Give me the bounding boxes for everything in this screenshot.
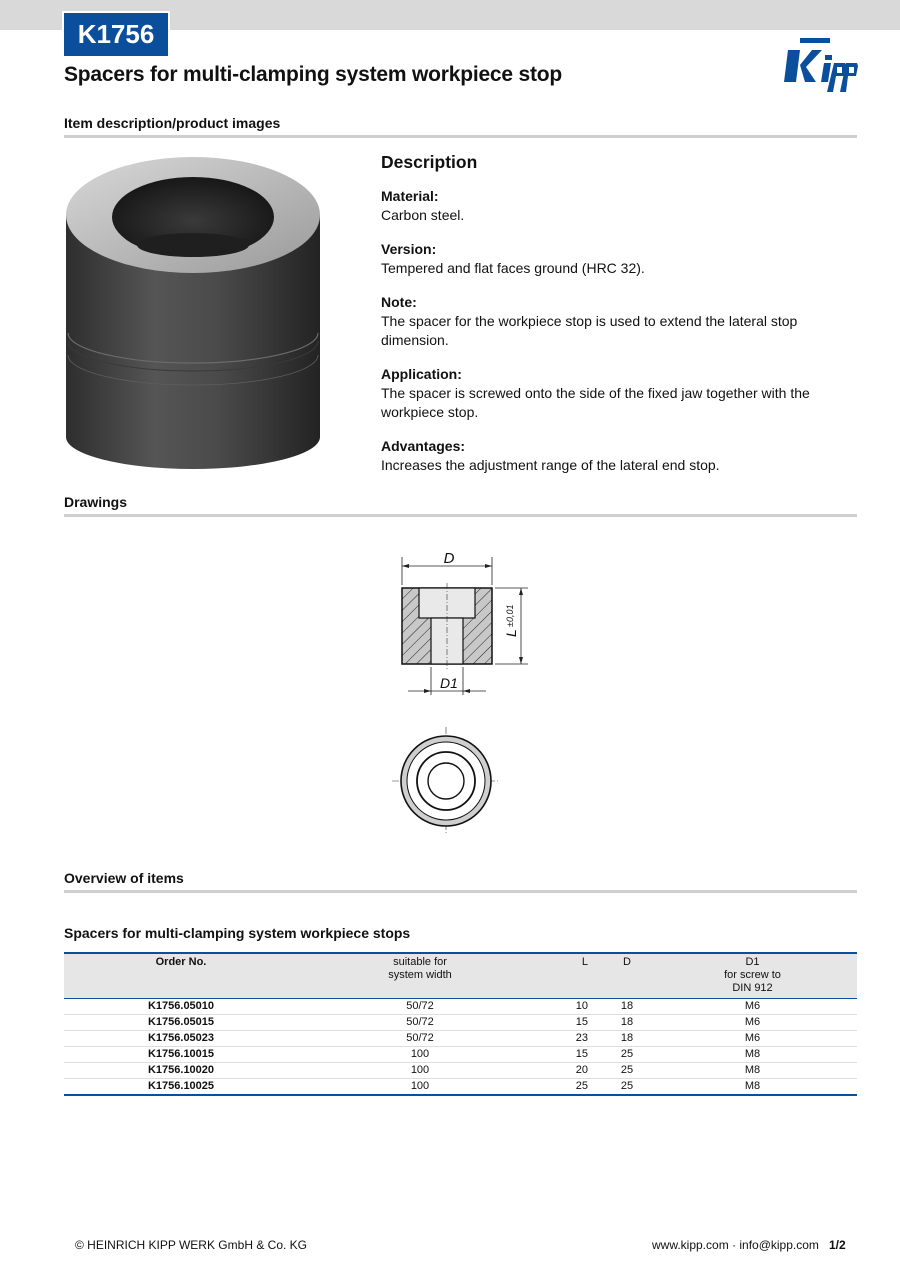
- cell-l: 10: [542, 999, 606, 1015]
- application-label: Application:: [381, 366, 462, 382]
- cell-system-width: 50/72: [298, 999, 542, 1015]
- description-advantages: [381, 437, 851, 475]
- cell-d1: M6: [648, 1015, 857, 1031]
- cell-order-no: K1756.05010: [64, 999, 298, 1015]
- table-row: [64, 1063, 857, 1079]
- cell-d1: M6: [648, 1031, 857, 1047]
- dimension-l-label: L: [503, 629, 519, 637]
- note-label: Note:: [381, 294, 417, 310]
- header-system-width: [298, 953, 542, 999]
- cell-l: 20: [542, 1063, 606, 1079]
- description-heading: Description: [381, 152, 478, 172]
- header-order-no: Order No.: [64, 953, 298, 999]
- dimension-d-label: D: [443, 550, 455, 567]
- side-section-drawing: [388, 545, 536, 700]
- header-l: L: [542, 953, 606, 999]
- material-text: Carbon steel.: [381, 207, 465, 223]
- footer-copyright: © HEINRICH KIPP WERK GmbH & Co. KG: [75, 1238, 307, 1252]
- table-row: [64, 999, 857, 1015]
- cell-d: 25: [606, 1079, 648, 1096]
- description-material: [381, 187, 851, 225]
- cell-d: 18: [606, 999, 648, 1015]
- cell-system-width: 100: [298, 1079, 542, 1096]
- section-overview: Overview of items: [64, 870, 184, 886]
- section-divider: [64, 890, 857, 893]
- description-application: [381, 365, 851, 422]
- table-row: [64, 1079, 857, 1096]
- table-row: [64, 1031, 857, 1047]
- header-d1-line2: for screw to: [724, 969, 781, 981]
- description-note: [381, 293, 851, 350]
- spacer-product-image: [64, 155, 322, 471]
- product-code-badge: K1756: [64, 13, 168, 56]
- items-table: [64, 952, 857, 1096]
- cell-d: 18: [606, 1031, 648, 1047]
- cell-order-no: K1756.05015: [64, 1015, 298, 1031]
- cell-l: 25: [542, 1079, 606, 1096]
- header-d1-line1: D1: [745, 956, 760, 968]
- advantages-label: Advantages:: [381, 438, 466, 454]
- dimension-d1-label: D1: [440, 675, 458, 691]
- cell-system-width: 100: [298, 1047, 542, 1063]
- dimension-l-tolerance: ±0,01: [505, 604, 515, 627]
- section-drawings: Drawings: [64, 494, 128, 510]
- cell-d1: M6: [648, 999, 857, 1015]
- header-d1-line3: DIN 912: [732, 982, 773, 994]
- advantages-text: Increases the adjustment range of the lateral end stop.: [381, 457, 720, 473]
- header-d1: [648, 953, 857, 999]
- section-divider: [64, 135, 857, 138]
- cell-d: 18: [606, 1015, 648, 1031]
- cell-order-no: K1756.10020: [64, 1063, 298, 1079]
- cell-order-no: K1756.10015: [64, 1047, 298, 1063]
- page-title: Spacers for multi-clamping system workpiece stop: [64, 63, 563, 86]
- version-text: Tempered and flat faces ground (HRC 32).: [381, 260, 645, 276]
- description-panel: [381, 153, 851, 490]
- cell-order-no: K1756.10025: [64, 1079, 298, 1096]
- cell-system-width: 50/72: [298, 1031, 542, 1047]
- application-text: The spacer is screwed onto the side of the fixed jaw together with the workpiece stop.: [381, 385, 810, 420]
- table-title: Spacers for multi-clamping system workpiece stops: [64, 925, 411, 941]
- cell-d1: M8: [648, 1063, 857, 1079]
- header-system-line2: system width: [388, 969, 452, 981]
- header-d: D: [606, 953, 648, 999]
- cell-system-width: 100: [298, 1063, 542, 1079]
- section-divider: [64, 514, 857, 517]
- cell-d: 25: [606, 1047, 648, 1063]
- table-row: [64, 1047, 857, 1063]
- description-version: [381, 240, 851, 278]
- note-text: The spacer for the workpiece stop is used to extend the lateral stop dimension.: [381, 313, 798, 348]
- table-row: [64, 1015, 857, 1031]
- cell-l: 15: [542, 1047, 606, 1063]
- cell-d1: M8: [648, 1079, 857, 1096]
- version-label: Version:: [381, 241, 437, 257]
- footer-page-number: 1/2: [829, 1238, 846, 1252]
- cell-d1: M8: [648, 1047, 857, 1063]
- material-label: Material:: [381, 188, 439, 204]
- cell-system-width: 50/72: [298, 1015, 542, 1031]
- cell-l: 23: [542, 1031, 606, 1047]
- footer-contact: www.kipp.com · info@kipp.com: [652, 1238, 819, 1252]
- kipp-logo: [784, 38, 858, 92]
- header-system-line1: suitable for: [393, 956, 447, 968]
- section-item-description: Item description/product images: [64, 115, 281, 131]
- cell-order-no: K1756.05023: [64, 1031, 298, 1047]
- table-header-row: [64, 953, 857, 999]
- top-view-drawing: [390, 725, 502, 837]
- cell-l: 15: [542, 1015, 606, 1031]
- cell-d: 25: [606, 1063, 648, 1079]
